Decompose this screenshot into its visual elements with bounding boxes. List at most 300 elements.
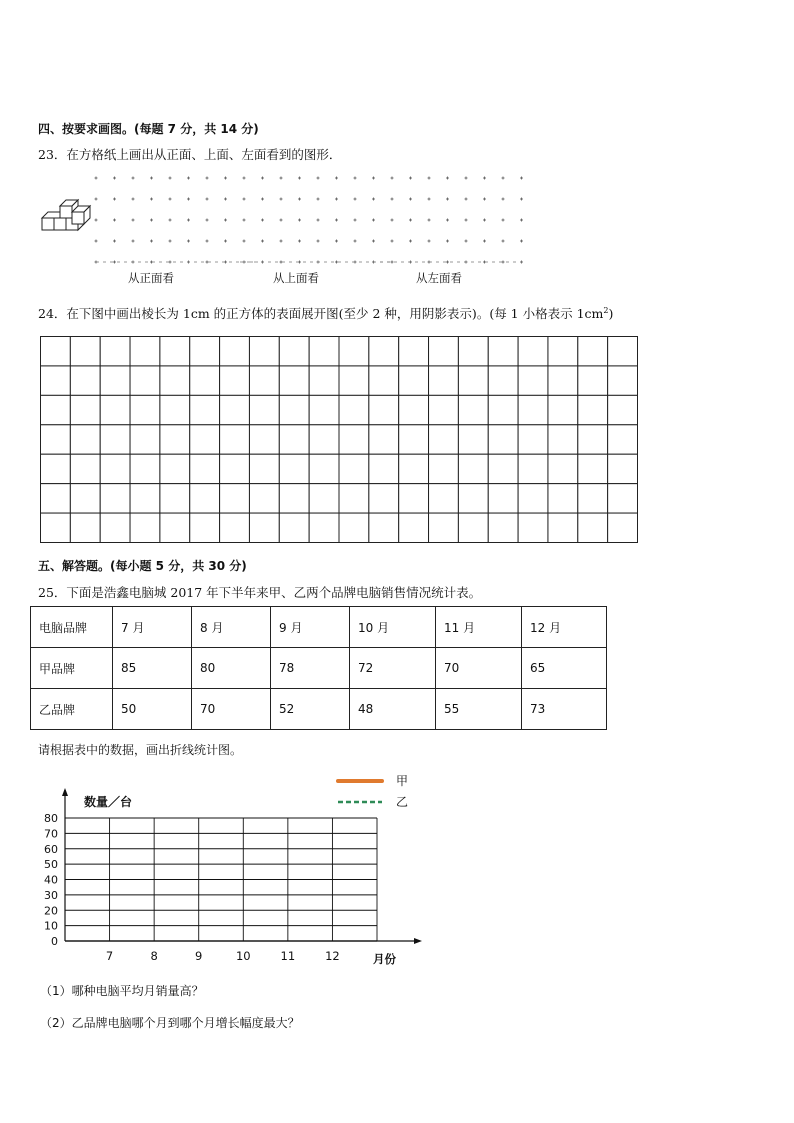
grid-cell[interactable]	[608, 395, 638, 424]
grid-dot	[298, 177, 301, 180]
grid-cell[interactable]	[160, 366, 190, 395]
grid-dot	[187, 240, 190, 243]
grid-cell[interactable]	[399, 484, 429, 513]
y-tick-label: 80	[44, 812, 58, 825]
grid-dot	[409, 240, 412, 243]
grid-dot	[169, 177, 172, 180]
q25-instruction: 请根据表中的数据，画出折线统计图。	[38, 743, 243, 757]
grid-cell[interactable]	[249, 425, 279, 454]
grid-dot	[428, 219, 431, 222]
grid-cell[interactable]	[190, 337, 220, 366]
grid-dot	[520, 198, 523, 201]
grid-cell[interactable]	[100, 366, 130, 395]
grid-cell[interactable]	[578, 454, 608, 483]
grid-cell[interactable]	[608, 337, 638, 366]
q25-text: 25．下面是浩鑫电脑城 2017 年下半年来甲、乙两个品牌电脑销售情况统计表。	[38, 585, 482, 600]
grid-cell[interactable]	[578, 395, 608, 424]
grid-cell[interactable]	[249, 395, 279, 424]
grid-cell[interactable]	[339, 366, 369, 395]
grid-cell[interactable]	[130, 337, 160, 366]
table-cell: 52	[271, 689, 350, 730]
table-header-cell: 11 月	[436, 607, 522, 648]
grid-dot	[317, 198, 320, 201]
grid-dot	[206, 198, 209, 201]
q24-text-end: )	[608, 306, 614, 321]
grid-cell[interactable]	[41, 395, 71, 424]
grid-cell[interactable]	[70, 337, 100, 366]
grid-dot	[335, 261, 338, 264]
grid-dot	[169, 198, 172, 201]
table-header-cell: 9 月	[271, 607, 350, 648]
grid-cell[interactable]	[130, 513, 160, 542]
grid-dot	[298, 219, 301, 222]
grid-cell[interactable]	[160, 337, 190, 366]
grid-cell[interactable]	[399, 366, 429, 395]
table-cell: 乙品牌	[31, 689, 113, 730]
dot-grid-paper	[90, 170, 530, 270]
grid-cell[interactable]	[458, 454, 488, 483]
grid-cell[interactable]	[160, 454, 190, 483]
grid-dot	[150, 198, 153, 201]
grid-dot	[280, 198, 283, 201]
grid-dot	[502, 240, 505, 243]
grid-cell[interactable]	[399, 513, 429, 542]
grid-cell[interactable]	[160, 484, 190, 513]
table-cell: 65	[522, 648, 607, 689]
grid-cell[interactable]	[41, 337, 71, 366]
q25-sub1: （1）哪种电脑平均月销量高？	[40, 984, 204, 998]
table-row	[31, 689, 607, 730]
grid-dot	[335, 240, 338, 243]
q24-text-sup: 2	[603, 305, 609, 315]
section4-title: 四、按要求画图。(每题 7 分，共 14 分)	[38, 122, 259, 136]
table-cell: 48	[350, 689, 436, 730]
grid-cell[interactable]	[279, 337, 309, 366]
grid-cell[interactable]	[339, 454, 369, 483]
grid-cell[interactable]	[578, 425, 608, 454]
grid-cell[interactable]	[70, 513, 100, 542]
grid-cell[interactable]	[279, 366, 309, 395]
grid-cell[interactable]	[41, 484, 71, 513]
grid-dot	[354, 219, 357, 222]
grid-cell[interactable]	[160, 395, 190, 424]
grid-cell[interactable]	[369, 454, 399, 483]
view-label-left: 从左面看	[416, 271, 462, 285]
grid-cell[interactable]	[399, 454, 429, 483]
grid-dot	[132, 177, 135, 180]
grid-cell[interactable]	[70, 484, 100, 513]
grid-dot	[465, 177, 468, 180]
grid-dot	[224, 198, 227, 201]
grid-cell[interactable]	[190, 395, 220, 424]
grid-cell[interactable]	[160, 513, 190, 542]
grid-dot	[372, 177, 375, 180]
x-tick-label: 9	[195, 949, 203, 963]
line-chart[interactable]	[30, 770, 430, 970]
grid-dot	[446, 219, 449, 222]
grid-cell[interactable]	[429, 366, 459, 395]
table-header-row	[31, 607, 607, 648]
grid-cell[interactable]	[608, 484, 638, 513]
grid-cell[interactable]	[249, 513, 279, 542]
grid-cell[interactable]	[41, 513, 71, 542]
grid-cell[interactable]	[548, 337, 578, 366]
grid-cell[interactable]	[41, 425, 71, 454]
grid-cell[interactable]	[309, 513, 339, 542]
grid-dot	[113, 198, 116, 201]
grid-cell[interactable]	[578, 513, 608, 542]
y-tick-label: 70	[44, 827, 58, 841]
grid-cell[interactable]	[339, 425, 369, 454]
grid-cell[interactable]	[309, 337, 339, 366]
grid-cell[interactable]	[518, 366, 548, 395]
grid-cell[interactable]	[429, 395, 459, 424]
grid-cell[interactable]	[130, 484, 160, 513]
grid-dot	[95, 219, 98, 222]
grid-dot	[261, 240, 264, 243]
x-tick-label: 10	[235, 949, 251, 963]
grid-cell[interactable]	[429, 337, 459, 366]
grid-cell[interactable]	[518, 395, 548, 424]
legend-label-jia: 甲	[396, 774, 409, 788]
y-tick-label: 20	[44, 904, 58, 918]
grid-dot	[483, 198, 486, 201]
grid-dot	[280, 240, 283, 243]
grid-dot	[335, 177, 338, 180]
grid-cell[interactable]	[458, 513, 488, 542]
table-header-cell: 8 月	[192, 607, 271, 648]
grid-cell[interactable]	[279, 395, 309, 424]
q24-text-main: 24．在下图中画出棱长为 1cm 的正方体的表面展开图(至少 2 种，用阴影表示)。(每 1 小格表示 1cm	[38, 306, 604, 321]
grid-dot	[243, 240, 246, 243]
grid-cell[interactable]	[458, 425, 488, 454]
grid-cell[interactable]	[548, 513, 578, 542]
grid-dot	[243, 177, 246, 180]
grid-dot	[187, 177, 190, 180]
grid-cell[interactable]	[429, 513, 459, 542]
grid-dot	[372, 240, 375, 243]
grid-dot	[261, 177, 264, 180]
table-cell: 55	[436, 689, 522, 730]
grid-cell[interactable]	[429, 484, 459, 513]
grid-cell[interactable]	[488, 425, 518, 454]
grid-cell[interactable]	[518, 484, 548, 513]
grid-cell[interactable]	[578, 366, 608, 395]
grid-cell[interactable]	[429, 425, 459, 454]
grid-cell[interactable]	[249, 337, 279, 366]
grid-cell[interactable]	[518, 425, 548, 454]
grid-dot	[354, 198, 357, 201]
grid-dot	[261, 219, 264, 222]
grid-cell[interactable]	[548, 425, 578, 454]
grid-cell[interactable]	[369, 337, 399, 366]
grid-cell[interactable]	[70, 395, 100, 424]
grid-cell[interactable]	[220, 513, 250, 542]
grid-dot	[317, 177, 320, 180]
grid-cell[interactable]	[279, 484, 309, 513]
table-cell: 72	[350, 648, 436, 689]
table-header-cell: 7 月	[113, 607, 192, 648]
grid-dot	[391, 198, 394, 201]
grid-cell[interactable]	[279, 454, 309, 483]
grid-cell[interactable]	[369, 484, 399, 513]
grid-dot	[298, 240, 301, 243]
grid-dot	[446, 198, 449, 201]
grid-dot	[335, 219, 338, 222]
x-tick-label: 8	[150, 949, 158, 963]
grid-dot	[502, 177, 505, 180]
grid-cell[interactable]	[190, 513, 220, 542]
grid-dot	[446, 240, 449, 243]
y-tick-label: 10	[44, 919, 58, 933]
grid-dot	[502, 198, 505, 201]
square-grid-paper[interactable]	[40, 336, 638, 543]
grid-dot	[243, 219, 246, 222]
grid-dot	[95, 198, 98, 201]
grid-cell[interactable]	[399, 337, 429, 366]
grid-cell[interactable]	[70, 366, 100, 395]
grid-dot	[409, 177, 412, 180]
grid-cell[interactable]	[160, 425, 190, 454]
grid-dot	[354, 240, 357, 243]
grid-dot	[354, 177, 357, 180]
grid-dot	[243, 198, 246, 201]
table-row	[31, 648, 607, 689]
grid-cell[interactable]	[518, 337, 548, 366]
grid-dot	[372, 219, 375, 222]
grid-dot	[224, 177, 227, 180]
x-tick-label: 7	[105, 949, 114, 963]
y-axis-label: 数量／台	[84, 795, 133, 809]
grid-dot	[409, 198, 412, 201]
x-tick-label: 12	[325, 949, 340, 963]
grid-cell[interactable]	[190, 484, 220, 513]
grid-dot	[169, 219, 172, 222]
grid-dot	[409, 219, 412, 222]
grid-dot	[187, 219, 190, 222]
view-label-top: 从上面看	[273, 271, 319, 285]
grid-cell[interactable]	[220, 425, 250, 454]
grid-cell[interactable]	[220, 484, 250, 513]
grid-cell[interactable]	[220, 366, 250, 395]
grid-cell[interactable]	[249, 484, 279, 513]
grid-cell[interactable]	[458, 366, 488, 395]
grid-cell[interactable]	[488, 513, 518, 542]
x-tick-label: 11	[280, 949, 296, 963]
grid-cell[interactable]	[429, 454, 459, 483]
y-tick-label: 0	[51, 935, 58, 948]
y-tick-label: 30	[44, 888, 58, 902]
grid-dot	[150, 219, 153, 222]
table-cell: 70	[192, 689, 271, 730]
grid-cell[interactable]	[399, 395, 429, 424]
grid-cell[interactable]	[548, 484, 578, 513]
y-axis-arrow	[62, 788, 68, 796]
grid-cell[interactable]	[369, 395, 399, 424]
grid-dot	[132, 219, 135, 222]
y-tick-label: 40	[44, 873, 58, 887]
grid-cell[interactable]	[309, 425, 339, 454]
cube-stack-figure	[40, 196, 92, 236]
grid-cell[interactable]	[100, 395, 130, 424]
q25-sub2: （2）乙品牌电脑哪个月到哪个月增长幅度最大？	[40, 1016, 300, 1030]
grid-cell[interactable]	[339, 484, 369, 513]
grid-cell[interactable]	[548, 454, 578, 483]
grid-dot	[298, 198, 301, 201]
table-header-cell: 12 月	[522, 607, 607, 648]
grid-dot	[261, 198, 264, 201]
table-cell: 78	[271, 648, 350, 689]
grid-cell[interactable]	[488, 454, 518, 483]
grid-cell[interactable]	[100, 425, 130, 454]
grid-cell[interactable]	[220, 395, 250, 424]
grid-cell[interactable]	[279, 513, 309, 542]
grid-dot	[317, 219, 320, 222]
grid-dot	[446, 177, 449, 180]
grid-cell[interactable]	[220, 454, 250, 483]
y-tick-label: 50	[44, 858, 58, 872]
grid-cell[interactable]	[100, 484, 130, 513]
grid-dot	[113, 219, 116, 222]
grid-cell[interactable]	[488, 395, 518, 424]
table-cell: 50	[113, 689, 192, 730]
grid-cell[interactable]	[369, 513, 399, 542]
grid-cell[interactable]	[518, 513, 548, 542]
grid-dot	[280, 219, 283, 222]
grid-cell[interactable]	[309, 454, 339, 483]
grid-dot	[520, 240, 523, 243]
grid-dot	[224, 219, 227, 222]
grid-dot	[483, 240, 486, 243]
grid-dot	[317, 240, 320, 243]
grid-cell[interactable]	[100, 337, 130, 366]
table-cell: 80	[192, 648, 271, 689]
grid-dot	[335, 198, 338, 201]
grid-cell[interactable]	[249, 366, 279, 395]
grid-cell[interactable]	[309, 366, 339, 395]
grid-dot	[465, 198, 468, 201]
grid-dot	[446, 261, 449, 264]
grid-dot	[465, 219, 468, 222]
grid-dot	[391, 219, 394, 222]
sales-table	[30, 606, 607, 730]
grid-cell[interactable]	[458, 484, 488, 513]
grid-cell[interactable]	[608, 366, 638, 395]
grid-cell[interactable]	[130, 454, 160, 483]
table-cell: 70	[436, 648, 522, 689]
grid-cell[interactable]	[190, 454, 220, 483]
grid-dot	[428, 198, 431, 201]
grid-dot	[483, 219, 486, 222]
section5-title: 五、解答题。(每小题 5 分，共 30 分)	[38, 559, 247, 573]
grid-cell[interactable]	[100, 513, 130, 542]
grid-cell[interactable]	[190, 425, 220, 454]
grid-dot	[428, 240, 431, 243]
grid-cell[interactable]	[130, 395, 160, 424]
grid-cell[interactable]	[369, 425, 399, 454]
table-cell: 甲品牌	[31, 648, 113, 689]
grid-cell[interactable]	[249, 454, 279, 483]
grid-cell[interactable]	[578, 337, 608, 366]
grid-dot	[187, 198, 190, 201]
x-axis-arrow	[414, 938, 422, 944]
grid-dot	[150, 177, 153, 180]
grid-cell[interactable]	[70, 425, 100, 454]
q23-text: 23．在方格纸上画出从正面、上面、左面看到的图形．	[38, 147, 342, 162]
grid-dot	[372, 198, 375, 201]
grid-cell[interactable]	[41, 366, 71, 395]
grid-cell[interactable]	[309, 395, 339, 424]
grid-cell[interactable]	[309, 484, 339, 513]
table-cell: 85	[113, 648, 192, 689]
grid-dot	[280, 177, 283, 180]
grid-cell[interactable]	[458, 337, 488, 366]
grid-dot	[95, 177, 98, 180]
grid-dot	[520, 177, 523, 180]
grid-dot	[113, 261, 116, 264]
grid-cell[interactable]	[548, 366, 578, 395]
grid-dot	[502, 219, 505, 222]
grid-cell[interactable]	[70, 454, 100, 483]
grid-dot	[169, 240, 172, 243]
table-cell: 73	[522, 689, 607, 730]
grid-cell[interactable]	[100, 454, 130, 483]
grid-cell[interactable]	[130, 366, 160, 395]
grid-dot	[428, 177, 431, 180]
q24-text	[38, 304, 613, 322]
grid-dot	[113, 177, 116, 180]
grid-dot	[132, 240, 135, 243]
grid-cell[interactable]	[339, 513, 369, 542]
grid-dot	[206, 177, 209, 180]
grid-cell[interactable]	[369, 366, 399, 395]
grid-cell[interactable]	[399, 425, 429, 454]
grid-cell[interactable]	[608, 425, 638, 454]
view-label-front: 从正面看	[128, 271, 174, 285]
grid-cell[interactable]	[488, 366, 518, 395]
grid-dot	[206, 240, 209, 243]
grid-cell[interactable]	[41, 454, 71, 483]
grid-dot	[465, 240, 468, 243]
y-tick-label: 60	[44, 842, 58, 856]
grid-cell[interactable]	[220, 337, 250, 366]
grid-dot	[113, 240, 116, 243]
grid-dot	[132, 198, 135, 201]
grid-cell[interactable]	[518, 454, 548, 483]
x-axis-label: 月份	[373, 952, 396, 966]
grid-dot	[391, 261, 394, 264]
grid-cell[interactable]	[548, 395, 578, 424]
grid-dot	[224, 240, 227, 243]
grid-cell[interactable]	[130, 425, 160, 454]
grid-cell[interactable]	[339, 395, 369, 424]
grid-cell[interactable]	[488, 337, 518, 366]
grid-dot	[520, 219, 523, 222]
grid-cell[interactable]	[608, 513, 638, 542]
table-header-cell: 10 月	[350, 607, 436, 648]
grid-dot	[483, 177, 486, 180]
grid-cell[interactable]	[458, 395, 488, 424]
grid-cell[interactable]	[488, 484, 518, 513]
grid-cell[interactable]	[339, 337, 369, 366]
grid-cell[interactable]	[190, 366, 220, 395]
grid-cell[interactable]	[578, 484, 608, 513]
grid-cell[interactable]	[608, 454, 638, 483]
legend-label-yi: 乙	[396, 795, 409, 809]
grid-dot	[391, 177, 394, 180]
grid-dot	[150, 240, 153, 243]
grid-cell[interactable]	[279, 425, 309, 454]
